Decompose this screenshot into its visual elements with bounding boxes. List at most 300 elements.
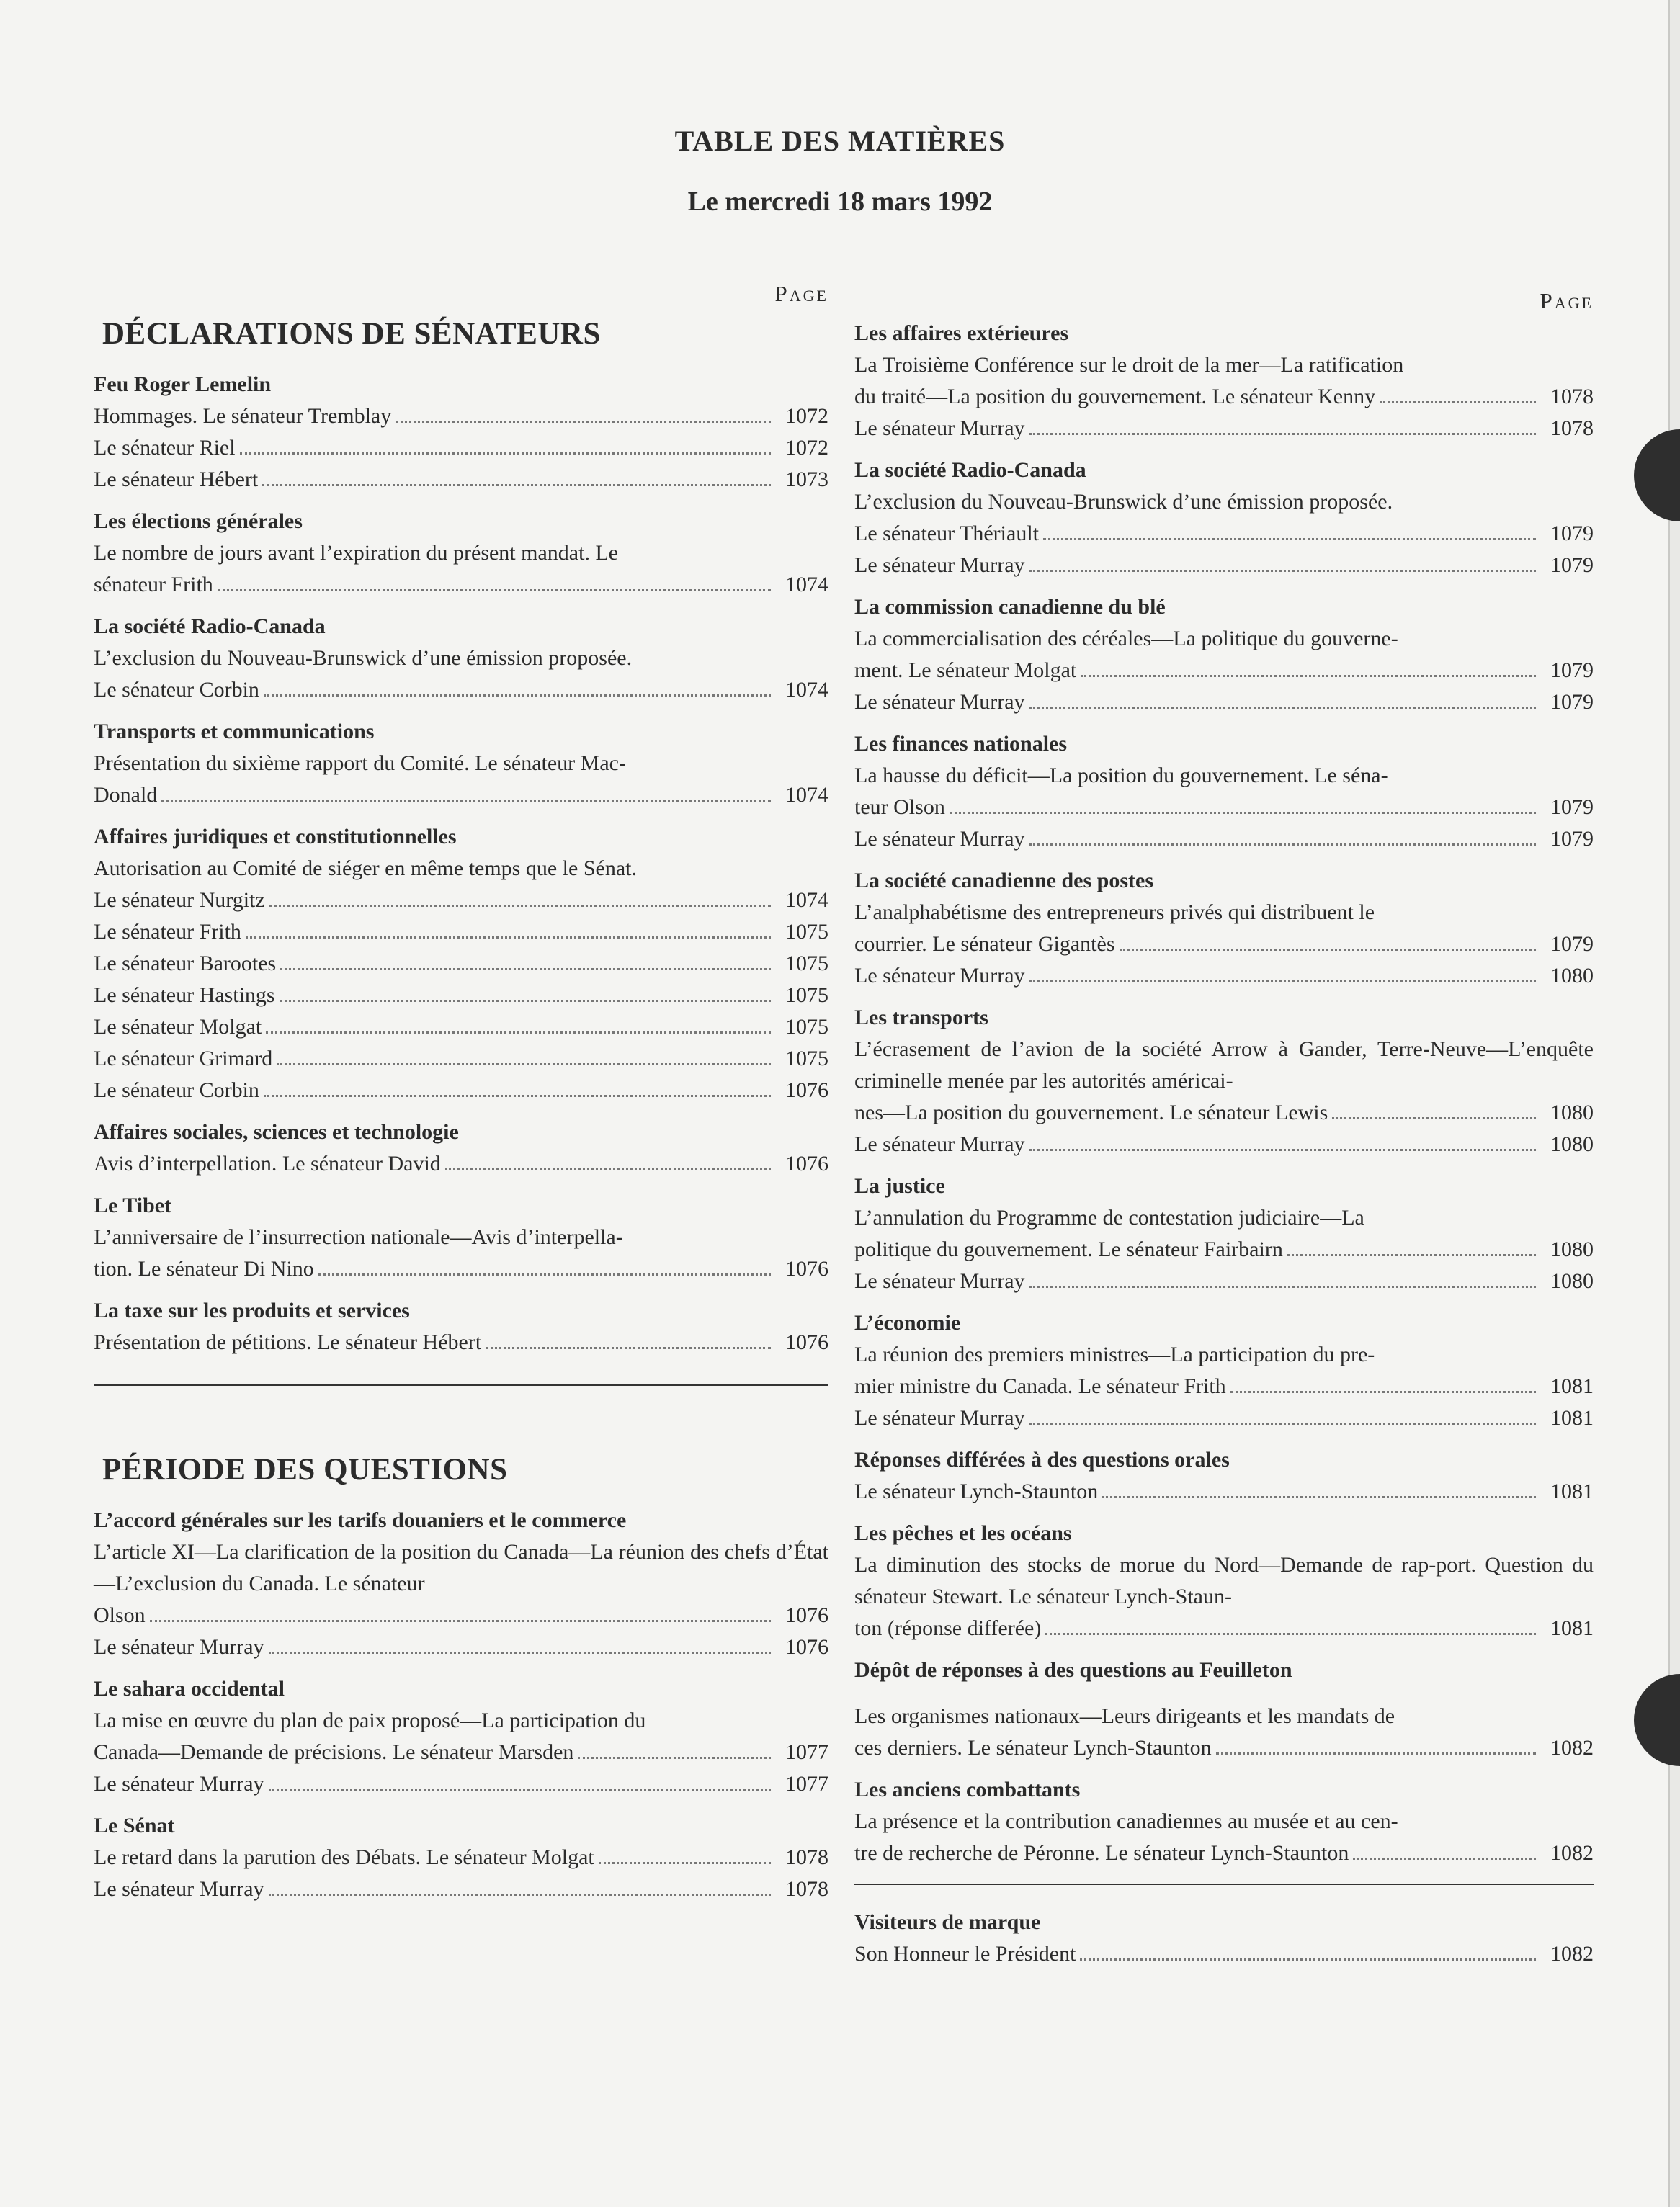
entry-text: Autorisation au Comité de siéger en même temps que le Sénat. [94, 856, 637, 880]
group-title: Transports et communications [94, 720, 375, 743]
group-title: La commission canadienne du blé [854, 595, 1166, 619]
entry-lead: Le sénateur Murray [854, 1132, 1025, 1156]
toc-entry [94, 400, 828, 432]
entry-line [854, 960, 1594, 992]
dot-leader [280, 968, 771, 970]
page-number: 1082 [1550, 1841, 1594, 1865]
page-number: 1076 [785, 1257, 828, 1281]
dot-leader [264, 694, 771, 697]
dot-leader [280, 1000, 771, 1002]
entry-line [94, 980, 828, 1011]
dot-leader [266, 1031, 771, 1034]
entry-lead: courrier. Le sénateur Gigantès [854, 932, 1115, 956]
toc-group [854, 318, 1594, 444]
page-number: 1077 [785, 1772, 828, 1796]
entry-line [854, 413, 1594, 444]
entry-lead: Canada—Demande de précisions. Le sénateur Marsden [94, 1740, 574, 1764]
page-number: 1075 [785, 983, 828, 1007]
page-column-label: Page [774, 281, 828, 306]
entry-line [854, 550, 1594, 581]
toc-entry [854, 960, 1594, 992]
entry-text: Les organismes nationaux—Leurs dirigeants et les mandats de [854, 1704, 1395, 1728]
page-number: 1078 [785, 1877, 828, 1901]
page-number: 1080 [1550, 1237, 1594, 1261]
group-title: Visiteurs de marque [854, 1910, 1041, 1934]
dot-leader [269, 905, 771, 907]
group-title: Affaires sociales, sciences et technologie [94, 1120, 459, 1144]
entry-text: La mise en œuvre du plan de paix proposé—La participation du [94, 1709, 646, 1732]
page-number: 1076 [785, 1635, 828, 1659]
entry-text: L’article XI—La clarification de la position du Canada—La réunion des chefs d’État—L’exclusion du Canada. Le sénateur [94, 1540, 828, 1595]
entry-text: Présentation du sixième rapport du Comité. Le sénateur Mac- [94, 751, 626, 775]
page-number: 1082 [1550, 1942, 1594, 1966]
page-number: 1075 [785, 920, 828, 944]
entry-line [94, 1011, 828, 1043]
page-edge [1668, 0, 1680, 2207]
toc-entry [854, 1938, 1594, 1970]
entry-lead: Le sénateur Murray [854, 827, 1025, 851]
toc-entry [94, 432, 828, 464]
entry-lead: mier ministre du Canada. Le sénateur Frith [854, 1374, 1226, 1398]
entry-line [854, 1266, 1594, 1297]
toc-entry [94, 1768, 828, 1800]
group-title: L’accord générales sur les tarifs douaniers et le commerce [94, 1508, 627, 1532]
dot-leader [1120, 949, 1536, 951]
entry-lead: Le retard dans la parution des Débats. Le sénateur Molgat [94, 1845, 594, 1869]
entry-line [854, 655, 1594, 686]
toc-entry [854, 1549, 1594, 1644]
toc-entry [854, 1266, 1594, 1297]
entry-line [94, 1327, 828, 1358]
dot-leader [1045, 1633, 1536, 1635]
toc-entry [94, 643, 828, 706]
toc-entry [854, 1806, 1594, 1869]
entry-lead: ces derniers. Le sénateur Lynch-Staunton [854, 1736, 1212, 1760]
dot-leader [396, 421, 771, 423]
entry-text: L’écrasement de l’avion de la société Arrow à Gander, Terre-Neuve—L’enquête criminelle menée par les autorités américai- [854, 1037, 1594, 1093]
entry-lead: Le sénateur Riel [94, 436, 236, 460]
page-number: 1079 [1550, 658, 1594, 682]
dot-leader [240, 452, 771, 455]
page-number: 1077 [785, 1740, 828, 1764]
entry-line [854, 381, 1594, 413]
toc-entry [94, 1327, 828, 1358]
toc-entry [94, 1631, 828, 1663]
toc-entry [94, 1011, 828, 1043]
page-number: 1073 [785, 467, 828, 491]
toc-group [854, 865, 1594, 992]
dot-leader [318, 1273, 771, 1276]
group-title: Les affaires extérieures [854, 321, 1069, 345]
entry-line [854, 1402, 1594, 1434]
entry-line [94, 1874, 828, 1905]
toc-entry [94, 1222, 828, 1285]
toc-group [94, 1116, 828, 1180]
entry-text: La commercialisation des céréales—La politique du gouverne- [854, 627, 1398, 650]
dot-leader [1102, 1496, 1536, 1498]
entry-lead: Le sénateur Murray [854, 690, 1025, 714]
toc-group [94, 1505, 828, 1663]
entry-line [94, 1737, 828, 1768]
page-number: 1074 [785, 573, 828, 596]
toc-group [94, 369, 828, 496]
page-number: 1076 [785, 1330, 828, 1354]
entry-line [854, 518, 1594, 550]
toc-group-list [854, 1907, 1594, 1970]
page-number: 1079 [1550, 795, 1594, 819]
dot-leader [1029, 980, 1536, 982]
page-number: 1080 [1550, 964, 1594, 988]
toc-group [94, 611, 828, 706]
group-title: Les élections générales [94, 509, 303, 533]
entry-lead: Le sénateur Murray [854, 1269, 1025, 1293]
entry-lead: Hommages. Le sénateur Tremblay [94, 404, 392, 428]
section-divider [854, 1884, 1594, 1885]
page-number: 1072 [785, 404, 828, 428]
toc-entry [854, 1476, 1594, 1508]
group-title: Dépôt de réponses à des questions au Feuilleton [854, 1658, 1292, 1682]
page-number: 1079 [1550, 932, 1594, 956]
page-number: 1081 [1550, 1479, 1594, 1503]
toc-entry [94, 1842, 828, 1874]
toc-group [854, 1701, 1594, 1764]
entry-line [94, 1148, 828, 1180]
page-number: 1079 [1550, 521, 1594, 545]
dot-leader [150, 1620, 771, 1622]
toc-group [94, 1810, 828, 1905]
dot-leader [486, 1347, 771, 1349]
toc-entry [94, 948, 828, 980]
page-number: 1079 [1550, 690, 1594, 714]
toc-entry [854, 1034, 1594, 1129]
toc-entry [854, 623, 1594, 686]
dot-leader [1029, 843, 1536, 846]
toc-entry [854, 1129, 1594, 1160]
dot-leader [1029, 1423, 1536, 1425]
entry-lead: Le sénateur Murray [854, 416, 1025, 440]
toc-group [854, 1518, 1594, 1644]
dot-leader [1080, 1958, 1536, 1961]
page-number: 1078 [785, 1845, 828, 1869]
entry-line [94, 1253, 828, 1285]
page-number: 1081 [1550, 1616, 1594, 1640]
entry-lead: Le sénateur Hébert [94, 467, 259, 491]
dot-leader [246, 936, 771, 939]
entry-line [94, 1075, 828, 1106]
group-title: Les pêches et les océans [854, 1521, 1072, 1545]
entry-text: L’anniversaire de l’insurrection nationale—Avis d’interpella- [94, 1225, 623, 1249]
entry-line [854, 792, 1594, 823]
entry-lead: Le sénateur Corbin [94, 1078, 259, 1102]
toc-group [854, 1170, 1594, 1297]
entry-lead: Olson [94, 1603, 146, 1627]
toc-entry [94, 748, 828, 811]
toc-entry [94, 1075, 828, 1106]
toc-entry [854, 686, 1594, 718]
group-title: L’économie [854, 1311, 961, 1335]
dot-leader [277, 1063, 771, 1065]
entry-line [854, 1371, 1594, 1402]
entry-line [854, 928, 1594, 960]
entry-lead: Présentation de pétitions. Le sénateur Hébert [94, 1330, 482, 1354]
toc-entry [94, 1874, 828, 1905]
toc-entry [854, 486, 1594, 550]
entry-text: L’exclusion du Nouveau-Brunswick d’une émission proposée. [854, 490, 1393, 514]
entry-lead: Le sénateur Murray [854, 553, 1025, 577]
group-title: Réponses différées à des questions orales [854, 1448, 1230, 1472]
dot-leader [445, 1168, 771, 1170]
toc-group [94, 1295, 828, 1358]
entry-lead: Le sénateur Barootes [94, 952, 277, 975]
toc-entry [854, 823, 1594, 855]
page-number: 1074 [785, 678, 828, 702]
entry-lead: Le sénateur Murray [94, 1877, 264, 1901]
entry-text: L’annulation du Programme de contestation judiciaire—La [854, 1206, 1364, 1230]
toc-group [94, 506, 828, 601]
group-title: Les anciens combattants [854, 1778, 1081, 1801]
entry-line [854, 686, 1594, 718]
toc-group [854, 1774, 1594, 1869]
entry-lead: Le sénateur Corbin [94, 678, 259, 702]
spacer [854, 1686, 1594, 1701]
entry-line [94, 1631, 828, 1663]
group-title: Feu Roger Lemelin [94, 372, 272, 396]
dot-leader [1043, 538, 1536, 540]
dot-leader [950, 812, 1536, 814]
dot-leader [578, 1757, 771, 1759]
dot-leader [1029, 1286, 1536, 1288]
entry-lead: Le sénateur Lynch-Staunton [854, 1479, 1099, 1503]
binder-hole [1634, 429, 1680, 521]
toc-entry [854, 550, 1594, 581]
page-number: 1078 [1550, 416, 1594, 440]
entry-line [94, 674, 828, 706]
toc-group [854, 591, 1594, 718]
group-title: Les transports [854, 1006, 988, 1029]
entry-text: La Troisième Conférence sur le droit de la mer—La ratification [854, 353, 1404, 377]
entry-line [94, 1600, 828, 1631]
page-number: 1076 [785, 1078, 828, 1102]
entry-line [854, 1234, 1594, 1266]
page-number: 1075 [785, 952, 828, 975]
page-title: TABLE DES MATIÈRES [674, 125, 1006, 157]
entry-lead: Donald [94, 783, 158, 807]
entry-text: La présence et la contribution canadiennes au musée et au cen- [854, 1809, 1398, 1833]
group-title: Les finances nationales [854, 732, 1068, 756]
entry-lead: sénateur Frith [94, 573, 213, 596]
toc-entry [854, 1701, 1594, 1764]
page-number: 1081 [1550, 1374, 1594, 1398]
group-title: Affaires juridiques et constitutionnelles [94, 825, 457, 849]
toc-entry [94, 1043, 828, 1075]
entry-lead: tion. Le sénateur Di Nino [94, 1257, 314, 1281]
group-title: La taxe sur les produits et services [94, 1299, 410, 1322]
page-number: 1074 [785, 783, 828, 807]
page-number: 1081 [1550, 1406, 1594, 1430]
toc-group [854, 728, 1594, 855]
page-date: Le mercredi 18 mars 1992 [687, 187, 993, 217]
entry-line [94, 400, 828, 432]
dot-leader [161, 800, 771, 802]
dot-leader [1216, 1752, 1536, 1755]
entry-lead: nes—La position du gouvernement. Le sénateur Lewis [854, 1101, 1328, 1124]
entry-line [854, 1476, 1594, 1508]
dot-leader [1332, 1117, 1536, 1119]
toc-group [854, 455, 1594, 581]
toc-entry [94, 537, 828, 601]
dot-leader [1029, 1149, 1536, 1151]
left-column [94, 277, 828, 1915]
entry-lead: Avis d’interpellation. Le sénateur David [94, 1152, 441, 1176]
entry-line [94, 1768, 828, 1800]
entry-text: L’analphabétisme des entrepreneurs privés qui distribuent le [854, 900, 1375, 924]
entry-lead: Le sénateur Murray [94, 1635, 264, 1659]
entry-line [94, 948, 828, 980]
page-number: 1080 [1550, 1132, 1594, 1156]
entry-line [854, 1938, 1594, 1970]
entry-lead: Le sénateur Murray [854, 964, 1025, 988]
toc-group-list [94, 1505, 828, 1905]
entry-line [94, 779, 828, 811]
page-number: 1082 [1550, 1736, 1594, 1760]
entry-lead: Le sénateur Hastings [94, 983, 275, 1007]
page-number: 1080 [1550, 1269, 1594, 1293]
dot-leader [1230, 1391, 1536, 1393]
toc-group-list [854, 318, 1594, 1644]
group-title: La société Radio-Canada [94, 614, 326, 638]
entry-line [94, 1842, 828, 1874]
dot-leader [262, 484, 771, 486]
page-number: 1074 [785, 888, 828, 912]
entry-text: Le nombre de jours avant l’expiration du présent mandat. Le [94, 541, 619, 565]
entry-text: L’exclusion du Nouveau-Brunswick d’une émission proposée. [94, 646, 633, 670]
dot-leader [1029, 433, 1536, 435]
group-title: Le sahara occidental [94, 1677, 285, 1701]
toc-entry [854, 1202, 1594, 1266]
page-number: 1078 [1550, 385, 1594, 408]
entry-lead: Le sénateur Nurgitz [94, 888, 265, 912]
page-number: 1079 [1550, 553, 1594, 577]
group-title: Le Sénat [94, 1814, 175, 1837]
dot-leader [269, 1652, 771, 1654]
toc-group [94, 821, 828, 1106]
entry-text: La hausse du déficit—La position du gouvernement. Le séna- [854, 764, 1388, 787]
entry-line [854, 1732, 1594, 1764]
entry-lead: Son Honneur le Président [854, 1942, 1076, 1966]
entry-lead: politique du gouvernement. Le sénateur Fairbairn [854, 1237, 1283, 1261]
toc-entry [94, 916, 828, 948]
toc-group-list [94, 369, 828, 1358]
toc-group [854, 1002, 1594, 1160]
toc-group [854, 1444, 1594, 1508]
toc-group [854, 1307, 1594, 1434]
entry-lead: ment. Le sénateur Molgat [854, 658, 1077, 682]
entry-line [854, 1129, 1594, 1160]
entry-line [94, 1043, 828, 1075]
entry-lead: Le sénateur Murray [854, 1406, 1025, 1430]
entry-text: La diminution des stocks de morue du Nord—Demande de rap-port. Question du sénateur Stewart. Le sénateur Lynch-Staun- [854, 1553, 1594, 1608]
dot-leader [1287, 1254, 1536, 1256]
toc-entry [94, 1148, 828, 1180]
toc-entry [854, 760, 1594, 823]
entry-lead: Le sénateur Molgat [94, 1015, 262, 1039]
group-title: La justice [854, 1174, 945, 1198]
page-number: 1076 [785, 1603, 828, 1627]
dot-leader [1029, 707, 1536, 709]
toc-group-list [854, 1701, 1594, 1869]
toc-entry [854, 1339, 1594, 1402]
entry-line [854, 823, 1594, 855]
entry-line [854, 1837, 1594, 1869]
section-divider [94, 1384, 828, 1386]
entry-lead: ton (réponse differée) [854, 1616, 1042, 1640]
toc-entry [94, 1536, 828, 1631]
entry-line [94, 432, 828, 464]
toc-group [94, 1190, 828, 1285]
dot-leader [1380, 401, 1536, 403]
toc-group [94, 716, 828, 811]
toc-entry [854, 349, 1594, 413]
page-number: 1079 [1550, 827, 1594, 851]
entry-line [94, 569, 828, 601]
toc-entry [854, 413, 1594, 444]
dot-leader [1353, 1858, 1536, 1860]
entry-line [854, 1097, 1594, 1129]
page-number: 1075 [785, 1047, 828, 1070]
binder-hole [1634, 1674, 1680, 1766]
entry-lead: tre de recherche de Péronne. Le sénateur Lynch-Staunton [854, 1841, 1349, 1865]
entry-line [94, 464, 828, 496]
page-column-label: Page [1540, 288, 1594, 313]
toc-entry [94, 853, 828, 916]
dot-leader [1081, 675, 1536, 677]
entry-line [94, 885, 828, 916]
toc-entry [94, 1705, 828, 1768]
group-title: Le Tibet [94, 1194, 172, 1217]
dot-leader [1029, 570, 1536, 572]
entry-lead: Le sénateur Murray [94, 1772, 264, 1796]
entry-line [94, 916, 828, 948]
page-number: 1075 [785, 1015, 828, 1039]
dot-leader [269, 1789, 771, 1791]
page-number: 1072 [785, 436, 828, 460]
section-title: PÉRIODE DES QUESTIONS [102, 1453, 508, 1487]
toc-entry [94, 464, 828, 496]
group-title: La société canadienne des postes [854, 869, 1153, 892]
entry-lead: teur Olson [854, 795, 945, 819]
page-number: 1080 [1550, 1101, 1594, 1124]
toc-entry [854, 897, 1594, 960]
entry-lead: Le sénateur Frith [94, 920, 241, 944]
dot-leader [599, 1862, 771, 1864]
right-column [854, 277, 1594, 1980]
dot-leader [218, 589, 771, 591]
dot-leader [264, 1095, 771, 1097]
entry-lead: du traité—La position du gouvernement. Le sénateur Kenny [854, 385, 1376, 408]
section-title: DÉCLARATIONS DE SÉNATEURS [102, 317, 601, 351]
group-title: La société Radio-Canada [854, 458, 1086, 482]
entry-text: La réunion des premiers ministres—La participation du pre- [854, 1343, 1375, 1366]
entry-line [854, 1613, 1594, 1644]
entry-lead: Le sénateur Grimard [94, 1047, 273, 1070]
toc-entry [854, 1402, 1594, 1434]
page-number: 1076 [785, 1152, 828, 1176]
toc-entry [94, 980, 828, 1011]
dot-leader [269, 1894, 771, 1896]
entry-lead: Le sénateur Thériault [854, 521, 1039, 545]
toc-group [854, 1907, 1594, 1970]
toc-group [94, 1673, 828, 1800]
